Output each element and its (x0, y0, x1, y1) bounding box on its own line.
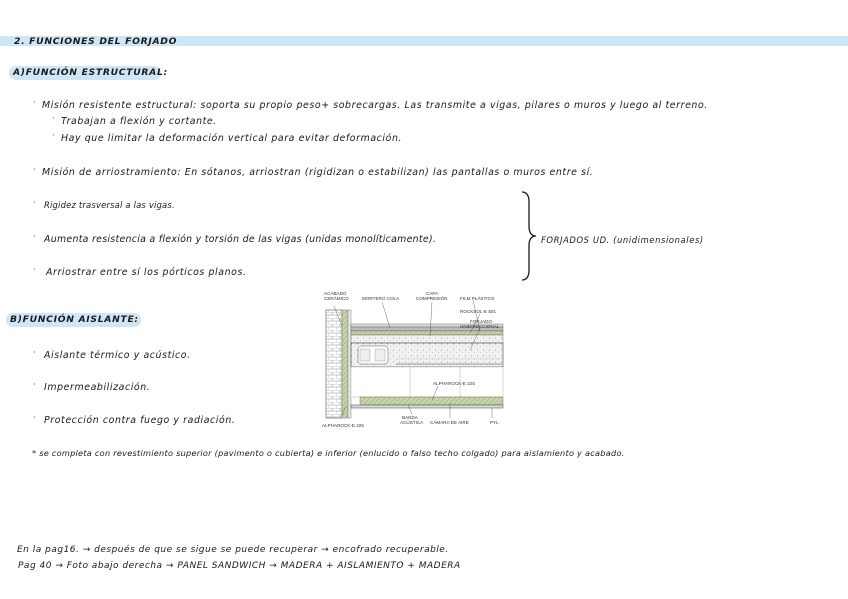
label-compresion: COMPRESIÓN (416, 296, 448, 301)
label-ceramico: CERÁMICO (324, 296, 349, 301)
item-impermeabilizacion: Impermeabilización. (44, 382, 151, 393)
bullet-mark: · (33, 413, 36, 422)
bullet-mark: · (33, 265, 36, 274)
bullet-mark: · (33, 380, 36, 389)
forjado-section-diagram (320, 288, 510, 430)
item-flexion-cortante: Trabajan a flexión y cortante. (61, 116, 217, 127)
item-aislante-termico: Aislante térmico y acústico. (44, 350, 191, 361)
label-forjado: FORJADO (470, 319, 492, 324)
footer-line-2: Pag 40 → Foto abajo derecha → PANEL SANDWICH → MADERA + AISLAMIENTO + MADERA (18, 561, 461, 571)
item-rigidez-trasversal: Rigidez trasversal a las vigas. (44, 200, 175, 210)
label-film: FILM PLÁSTICO (460, 296, 495, 301)
label-acabado: ACABADO (324, 291, 347, 296)
label-mortero: MORTERO COLA (362, 296, 400, 301)
page-title: 2. FUNCIONES DEL FORJADO (14, 36, 178, 47)
bullet-mark: · (33, 165, 36, 174)
footer-line-1: En la pag16. → después de que se sigue se puede recuperar → encofrado recuperable. (17, 545, 449, 555)
item-resistencia-flexion: Aumenta resistencia a flexión y torsión de las vigas (unidas monolíticamente). (44, 234, 437, 245)
item-proteccion-fuego: Protección contra fuego y radiación. (44, 415, 236, 426)
label-alpharock-left: ALPHAROCK-E 225 (322, 423, 364, 428)
item-mision-resistente: Misión resistente estructural: soporta su propio peso+ sobrecargas. Las transmite a vigas, pilares o muros y luego al terreno. (42, 100, 708, 111)
section-b-title: B)FUNCIÓN AISLANTE: (10, 314, 139, 325)
label-camara: CÁMARA DE AIRE (430, 420, 469, 425)
label-unidireccional: UNIDIRECCIONAL (460, 324, 500, 329)
curly-brace (512, 188, 542, 284)
label-rocksol: ROCKSOL-E 501 (460, 309, 496, 314)
item-limitar-deformacion: Hay que limitar la deformación vertical para evitar deformación. (61, 133, 403, 144)
brace-label: FORJADOS UD. (unidimensionales) (541, 235, 704, 245)
label-alpharock-right: ALPHAROCK-E 225 (433, 381, 475, 386)
bullet-mark: · (52, 114, 55, 123)
section-a-title: A)FUNCIÓN ESTRUCTURAL: (13, 67, 168, 78)
bullet-mark: · (52, 131, 55, 140)
bullet-mark: · (33, 232, 36, 241)
label-banda: BANDA (402, 415, 418, 420)
bullet-mark: · (33, 348, 36, 357)
label-capa: CAPA (426, 291, 439, 296)
label-pyl: PYL (490, 420, 499, 425)
bullet-mark: · (33, 98, 36, 107)
bullet-mark: · (33, 198, 36, 207)
item-arriostramiento: Misión de arriostramiento: En sótanos, arriostran (rigidizan o estabilizan) las pantallas o muros entre sí. (42, 167, 594, 178)
label-acustica: ACÚSTICA (400, 420, 424, 425)
item-arriostrar-porticos: Arriostrar entre sí los pórticos planos. (46, 267, 247, 278)
note-revestimiento: * se completa con revestimiento superior (pavimento o cubierta) e inferior (enlucido o falso techo colgado) para aislamiento y acabado. (32, 448, 625, 458)
